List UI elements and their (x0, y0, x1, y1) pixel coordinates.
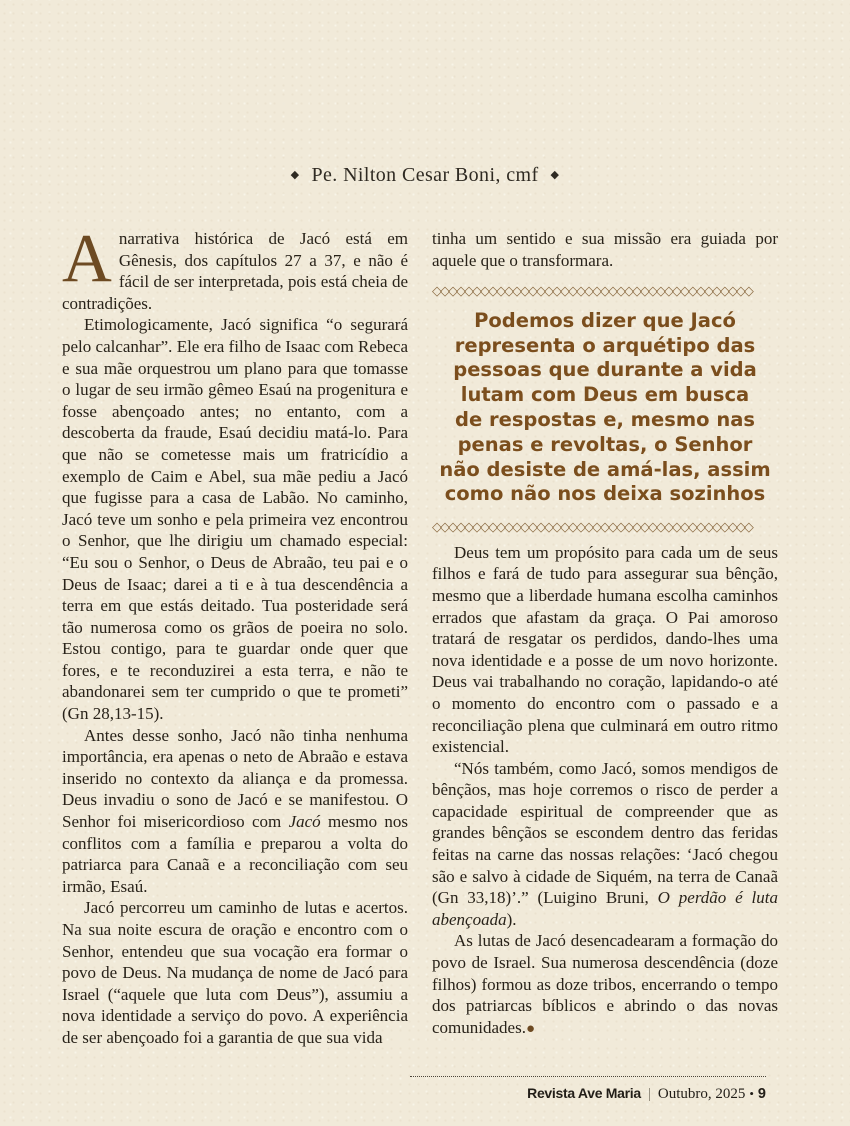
paragraph (432, 542, 778, 758)
pull-quote-line: representa o arquétipo das (454, 333, 756, 357)
column-2-intro (432, 228, 778, 271)
diamond-ornament-left-icon: ◆ (290, 169, 300, 181)
author-name: Pe. Nilton Cesar Boni, cmf (311, 164, 539, 186)
pull-quote-line: não desiste de amá-las, assim (439, 457, 771, 481)
text-run: narrativa histórica de Jacó está em Gênesis, dos capítulos 27 a 37, e não é fácil de ser interpretada, pois está cheia de contradições. (62, 229, 408, 313)
column-2 (432, 228, 778, 1049)
pull-quote-line: como não nos deixa sozinhos (444, 482, 766, 506)
pull-quote-line: de respostas e, mesmo nas (455, 407, 755, 431)
column-1 (62, 220, 408, 1049)
text-run: As lutas de Jacó desencadearam a formação do povo de Israel. Sua numerosa descendência (doze filhos) formou as doze tribos, encerrando o tempo dos patriarcas bíblicos e abrindo o das novas comunidades. (432, 931, 778, 1037)
pull-quote (432, 309, 778, 507)
end-of-article-mark: ● (525, 1020, 536, 1037)
page-footer (410, 1076, 766, 1103)
column-2-rest (432, 542, 778, 1041)
paragraph (432, 758, 778, 931)
diamond-divider-bottom: ◇◇◇◇◇◇◇◇◇◇◇◇◇◇◇◇◇◇◇◇◇◇◇◇◇◇◇◇◇◇◇◇◇◇◇◇◇◇◇◇ (432, 519, 752, 535)
italic-text-run: Jacó (288, 812, 321, 832)
article-body (62, 220, 778, 1049)
pull-quote-line: lutam com Deus em busca (460, 383, 750, 407)
issue-date: Outubro, 2025 (657, 1086, 746, 1102)
page-number: 9 (757, 1086, 766, 1102)
text-run: Deus tem um propósito para cada um de seus filhos e fará de tudo para assegurar sua bênção, mesmo que a liberdade humana escolha caminhos errados que afastam da graça. O Pai amoroso tratará de resgatar os perdidos, dando-lhes uma nova identidade e a posse de um novo horizonte. Deus vai trabalhando no coração, lapidando-o até o momento do encontro com o passado e a reconciliação plena que culminará em outro ritmo existencial. (432, 542, 778, 757)
text-run: ). (506, 909, 517, 929)
footer-bullet: • (749, 1086, 754, 1101)
text-run: tinha um sentido e sua missão era guiada por aquele que o transformara. (432, 229, 778, 270)
italic-text-run: O perdão é luta abençoada (432, 888, 778, 929)
text-run: Antes desse sonho, Jacó não tinha nenhuma importância, era apenas o neto de Abraão e estava inserido no contexto da aliança e da promessa. Deus invadiu o sono de Jacó e se manifestou. O Senhor foi misericordioso com (62, 725, 408, 832)
magazine-title: Revista Ave Maria (527, 1085, 641, 1101)
text-run: Etimologicamente, Jacó significa “o segurará pelo calcanhar”. Ele era filho de Isaac com Rebeca e sua mãe orquestrou um plano para que tomasse o lugar de seu irmão gêmeo Esaú na progenitura e fosse abençoado antes; no entanto, com a descoberta da fraude, Esaú decidiu matá-lo. Para que não se cometesse mais um fratricídio a exemplo de Caim e Abel, sua mãe pediu a Jacó que fugisse para a casa de Labão. No caminho, Jacó teve um sonho e pela primeira vez encontrou o Senhor, que lhe dirigiu um chamado especial: “Eu sou o Senhor, o Deus de Abraão, teu pai e o Deus de Isaac; darei a ti e à tua descendência a terra em que estás deitado. Tua posteridade será tão numerosa como os grãos de poeira no solo. Estou contigo, para te guardar onde quer que fores, e te reconduzirei a esta terra, e não te abandonarei sem ter cumprido o que te prometi” (Gn 28,13-15). (62, 315, 408, 724)
pull-quote-line: Podemos dizer que Jacó (474, 308, 736, 332)
pull-quote-line: pessoas que durante a vida (453, 358, 757, 382)
paragraph (62, 897, 408, 1048)
paragraph (432, 930, 778, 1040)
paragraph (62, 220, 408, 314)
text-run: mesmo nos conflitos com a família e preparou a volta do patriarca para Canaã e a reconciliação com seu irmão, Esaú. (62, 812, 408, 896)
drop-cap: A (62, 220, 112, 296)
author-byline (0, 164, 850, 187)
text-run: “Nós também, como Jacó, somos mendigos de bênçãos, mas hoje corremos o risco de perder a capacidade espiritual de compreender que as grandes bênçãos se escondem dentro das feridas feitas na carne das nossas relações: ‘Jacó chegou são e salvo à cidade de Siquém, na terra de Canaã (Gn 33,18)’.” (Luigino Bruni, (432, 758, 778, 908)
paragraph (62, 725, 408, 898)
diamond-divider-top: ◇◇◇◇◇◇◇◇◇◇◇◇◇◇◇◇◇◇◇◇◇◇◇◇◇◇◇◇◇◇◇◇◇◇◇◇◇◇◇◇ (432, 283, 752, 299)
paragraph (62, 314, 408, 724)
text-run: Jacó percorreu um caminho de lutas e acertos. Na sua noite escura de oração e encontro com o Senhor, entendeu que sua vocação era formar o povo de Deus. Na mudança de nome de Jacó para Israel (“aquele que luta com Deus”), assumiu a nova identidade a serviço do povo. A experiência de ser abençoado foi a garantia de que sua vida (62, 898, 408, 1047)
paragraph (432, 228, 778, 271)
footer-separator: | (647, 1086, 651, 1102)
diamond-ornament-right-icon: ◆ (550, 169, 560, 181)
pull-quote-line: penas e revoltas, o Senhor (457, 432, 753, 456)
